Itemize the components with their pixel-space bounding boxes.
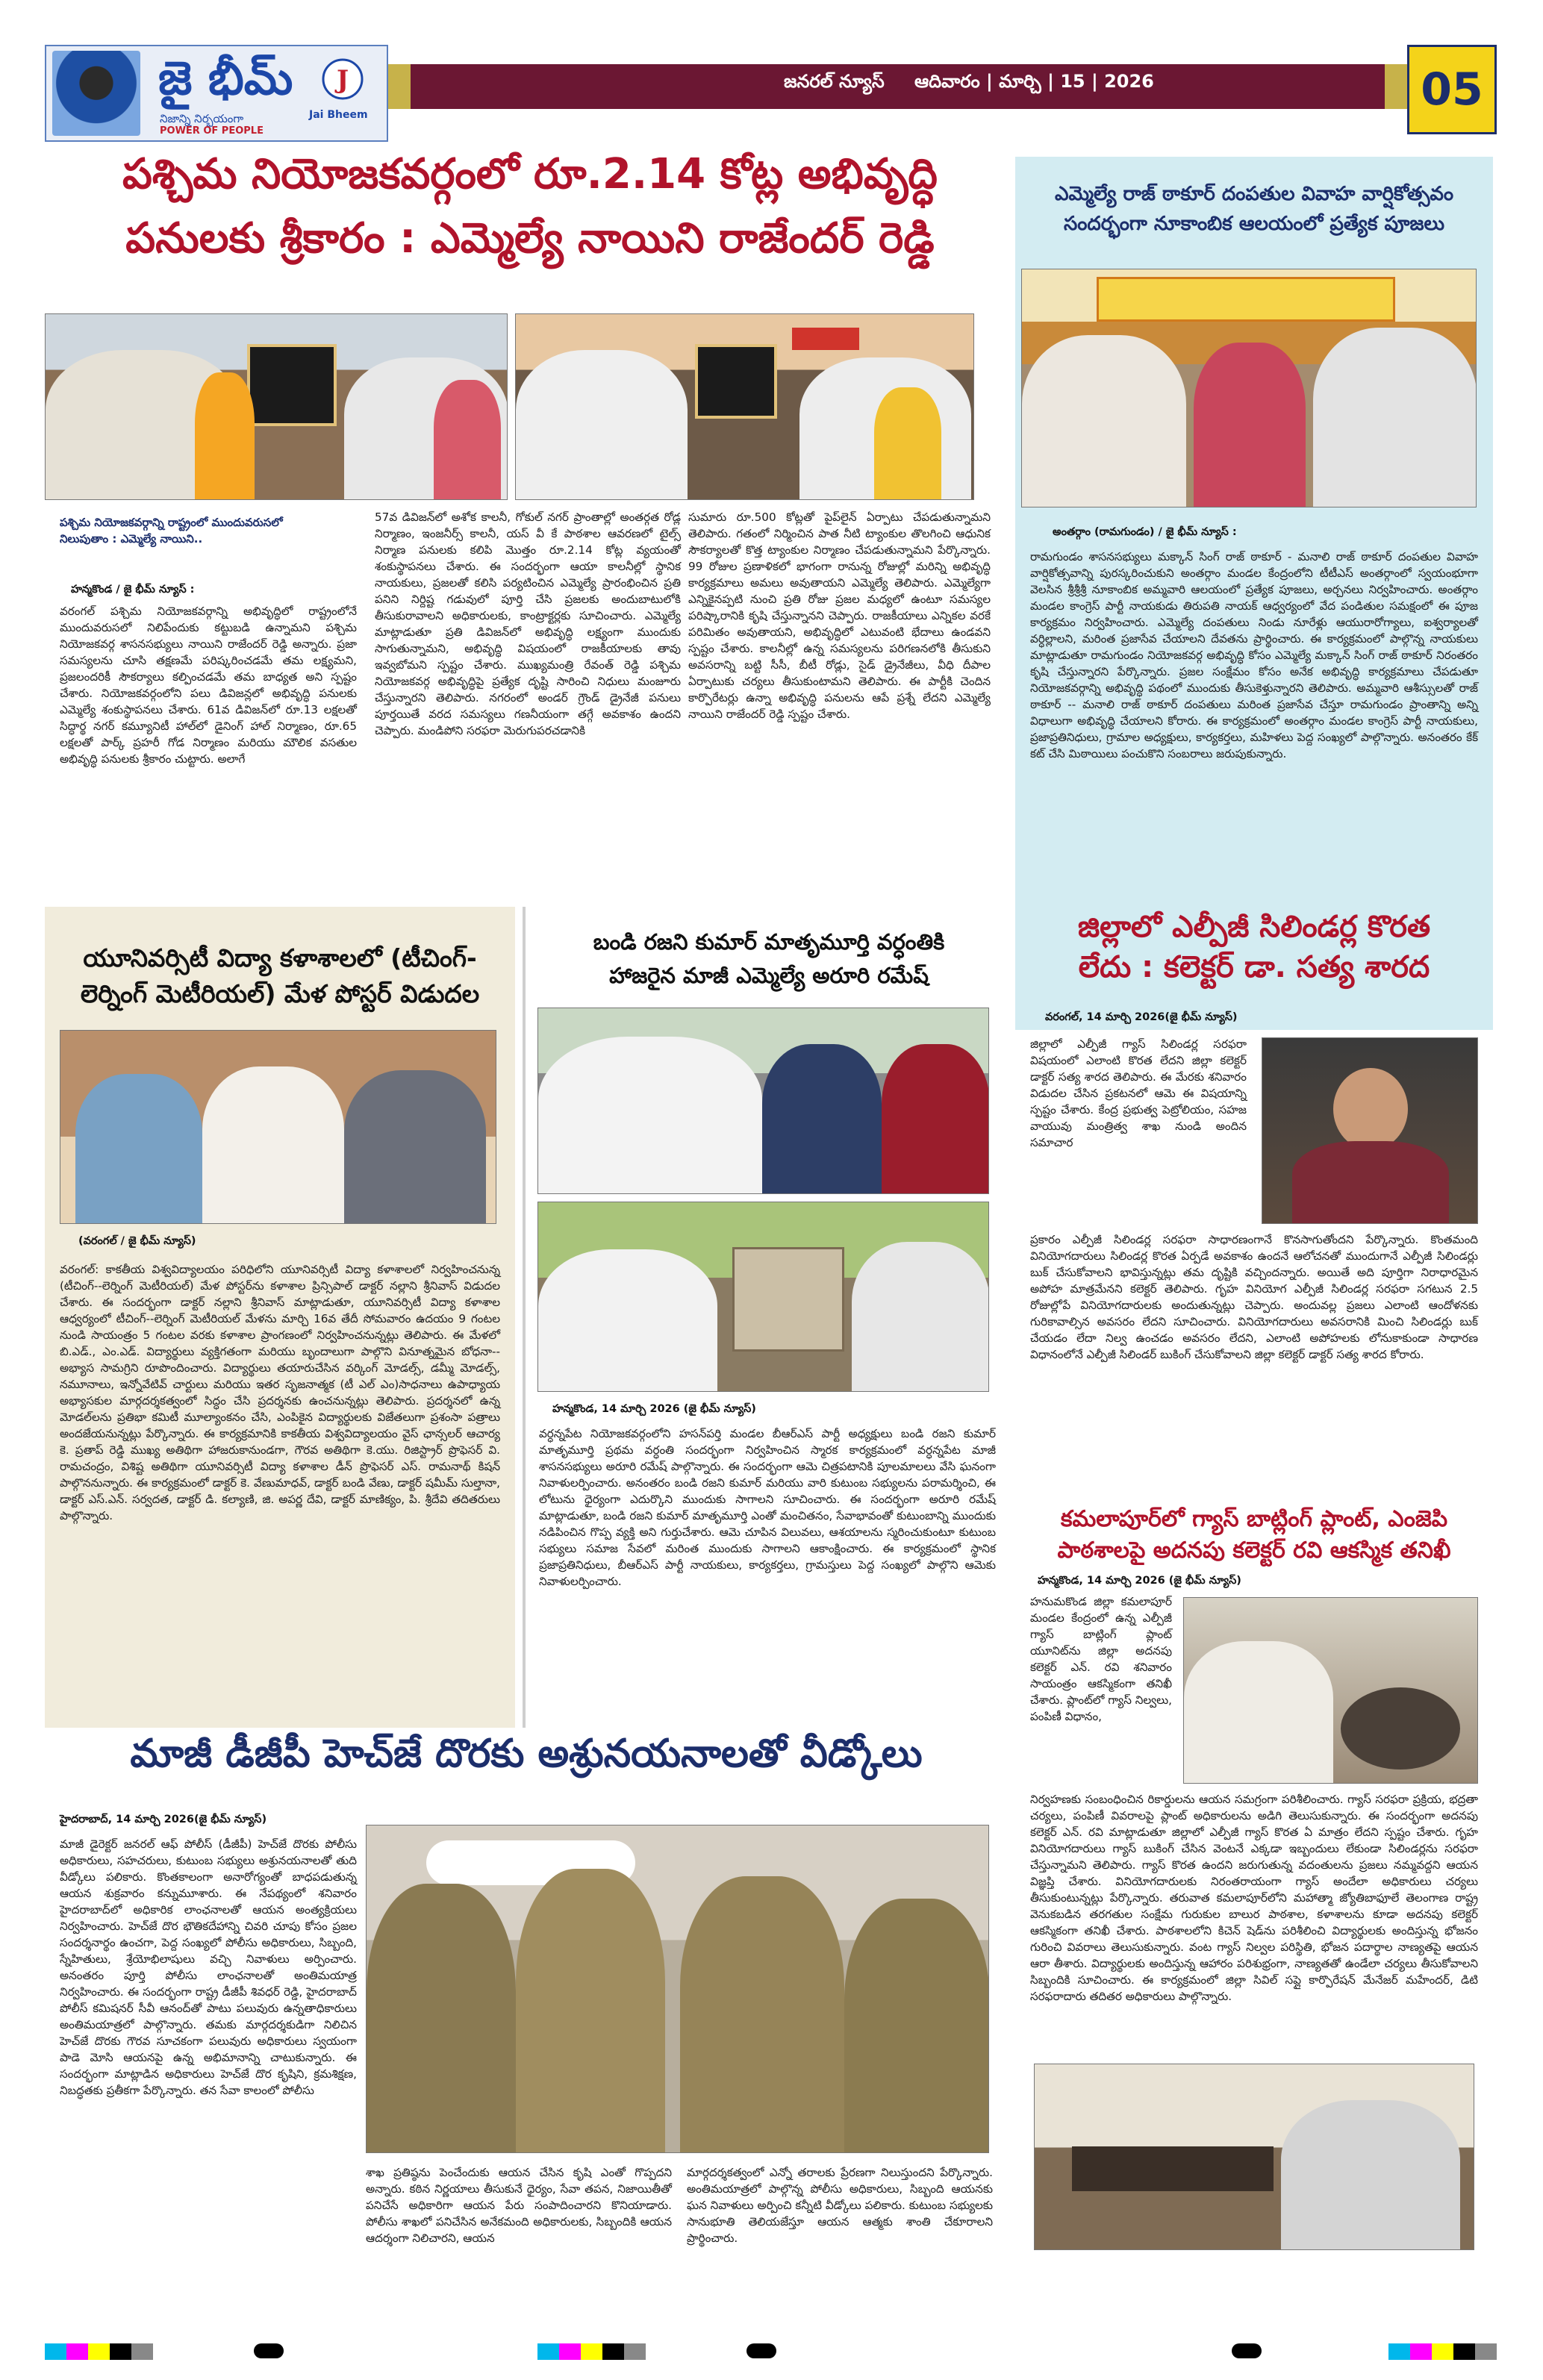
lpg-dateline: వరంగల్, 14 మార్చి 2026(జై భీమ్ న్యూస్) <box>1045 1011 1238 1023</box>
section-label: జనరల్ న్యూస్ <box>784 71 885 92</box>
university-body: వరంగల్: కాకతీయ విశ్వవిద్యాలయం పరిధిలోని యూనివర్సిటీ విద్యా కళాశాలలో నిర్వహించనున్న (టీచింగ్--లెర్నింగ్ మెటీరియల్) మేళ పోస్టర్‌ను కళాశాల ప్రిన్సిపాల్ డాక్టర్ నల్లాని శ్రీనివాస్ విడుదల చేశారు. ఈ సందర్భంగా డాక్టర్ నల్లాని శ్రీనివాస్ మాట్లాడుతూ, యూనివర్సిటీ విద్యా కళాశాల ఆధ్వర్యంలో టీచింగ్--లెర్నింగ్ మెటీరియల్ మేళను మార్చి 16వ తేదీ సోమవారం ఉదయం 9 గంటల నుండి సాయంత్రం 5 గంటల వరకు కళాశాల ప్రాంగణంలో నిర్వహించనున్నట్లు తెలిపారు. ఈ మేళలో బి.ఎడ్., ఎం.ఎడ్. విద్యార్థులు వ్యక్తిగతంగా మరియు బృందాలుగా పాల్గొని వినూత్నమైన బోధనా--అభ్యాస సామగ్రిని రూపొందించారు. విద్యార్థులు తయారుచేసిన వర్కింగ్ మోడల్స్, డమ్మీ మోడల్స్, నమూనాలు, ఇన్నోవేటివ్ చార్టులు మరియు ఇతర సృజనాత్మక (టీ ఎల్ ఎం)సాధనాలు ఉపాధ్యాయ అభ్యాసకుల మార్గదర్శకత్వంలో సిద్ధం చేసి ప్రదర్శనకు ఉంచనున్నట్లు తెలిపారు. ప్రదర్శనలో ఉన్న మోడల్‌లను ప్రతిభా కమిటీ మూల్యాంకనం చేసి, ఎంపికైన విద్యార్థులకు విజేతలుగా ప్రశంసా పత్రాలు అందజేయనున్నట్లు పేర్కొన్నారు. ఈ కార్యక్రమానికి కాకతీయ విశ్వవిద్యాలయం వైస్ ఛాన్సలర్ ఆచార్య కె. ప్రతాప్ రెడ్డి ముఖ్య అతిథిగా హాజరుకానుండగా, గౌరవ అతిథిగా కె.యు. రిజిస్ట్రార్ ప్రొఫెసర్ వి. రామచంద్రం, విశిష్ట అతిథిగా యూనివర్సిటీ విద్యా కళాశాల డీన్ ప్రొఫెసర్ ఎస్. రామనాథ్ కిషన్ పాల్గొననున్నారు. ఈ కార్యక్రమంలో డాక్టర్ కె. వేణుమాధవ్, డాక్టర్ బండి వేణు, డాక్టర్ షమీమ్ సుల్తానా, డాక్టర్ ఎస్.ఎన్. సర్వదత, డాక్టర్ డి. కల్యాణి, జి. అపర్ణ దేవి, డాక్టర్ మాణిక్యం, పి. శ్రీదేవి తదితరులు పాల్గొన్నారు. <box>60 1263 500 1523</box>
cooking-vessel <box>1341 1687 1460 1770</box>
dgp-headline: మాజీ డీజీపీ హెచ్‌జే దొరకు అశ్రునయనాలతో వీడ్కోలు <box>130 1731 923 1776</box>
temple-banner <box>1097 277 1395 322</box>
lead-headline <box>60 149 1000 265</box>
lead-headline-line2: పనులకు శ్రీకారం : ఎమ్మెల్యే నాయిని రాజేందర్ రెడ్డి <box>125 214 935 263</box>
bandi-body: వర్ధన్నపేట నియోజకవర్గంలోని హసన్‌పర్తి మండల బీఆర్ఎస్ పార్టీ అధ్యక్షులు బండి రజని కుమార్ మాతృమూర్తి ప్రథమ వర్ధంతి సందర్భంగా నిర్వహించిన స్మారక కార్యక్రమంలో వర్ధన్నపేట మాజీ శాసనసభ్యులు అరూరి రమేష్ పాల్గొన్నారు. ఈ సందర్భంగా ఆమె చిత్రపటానికి పూలమాలలు వేసి ఘనంగా నివాళులర్పించారు. అనంతరం బండి రజని కుమార్ మరియు వారి కుటుంబ సభ్యులను పరామర్శించి, ఈ లోటును ధైర్యంగా ఎదుర్కొని ముందుకు సాగాలని సూచించారు. ఈ సందర్భంగా అరూరి రమేష్ మాట్లాడుతూ, బండి రజని కుమార్ మాతృమూర్తి ఎంతో మంచితనం, సేవాభావంతో కుటుంబాన్ని ముందుకు నడిపించిన గొప్ప వ్యక్తి అని గుర్తుచేశారు. ఆమె చూపిన విలువలు, ఆశయాలను స్మరించుకుంటూ కుటుంబ సభ్యులు సమాజ సేవలో మరింత ముందుకు సాగాలని ఆకాంక్షించారు. ఈ కార్యక్రమంలో స్థానిక ప్రజాప్రతినిధులు, బీఆర్ఎస్ పార్టీ నాయకులు, కార్యకర్తలు, గ్రామస్తులు పెద్ద సంఖ్యలో పాల్గొని ఆమెకు నివాళులర్పించారు. <box>539 1427 996 1589</box>
memorial-stone <box>732 1247 844 1352</box>
lpg-headline <box>1019 907 1489 987</box>
lead-photo-caption <box>60 515 358 548</box>
lead-headline-line1: పశ్చిమ నియోజకవర్గంలో రూ.2.14 కోట్ల అభివృద్ధి <box>122 150 938 199</box>
temple-photo <box>1021 269 1477 507</box>
band-stripe-left <box>388 64 411 109</box>
lead-dateline: హన్మకొండ / జై భీమ్ న్యూస్ : <box>71 584 195 596</box>
lead-body-col3: సుమారు రూ.500 కోట్లతో పైప్‌లైన్ ఏర్పాటు చేపడుతున్నామని తెలిపారు. గతంలో నిర్మించిన పాత నీటి ట్యాంకుల తొలగించి ఆధునిక సౌకర్యాలతో కొత్త ట్యాంకుల నిర్మాణం చేపడుతున్నామని పేర్కొన్నారు. 99 రోజుల ప్రణాళికలో భాగంగా రానున్న రోజుల్లో మరిన్ని అభివృద్ధి కార్యక్రమాలు అమలు అవుతాయని ఎమ్మెల్యే తెలిపారు. ఎమ్మెల్యేగా ఎన్నికైనప్పటి నుంచి ప్రతి రోజు ప్రజల మధ్యలో ఉంటూ సమస్యల పరిష్కారానికి కృషి చేస్తున్నానని చెప్పారు. రాజకీయాలు ఎన్నికల వరకే పరిమితం అవుతాయని, అభివృద్ధిలో ఎటువంటి భేదాలు ఉండవని స్పష్టం చేశారు. కాలనీల్లో ఉన్న సమస్యలను పరిగణనలోకి తీసుకుని అవసరాన్ని బట్టి సీసీ, బీటీ రోడ్లు, సైడ్ డ్రైనేజీలు, వీధి దీపాల ఏర్పాటుకు చర్యలు తీసుకుంటామని తెలిపారు. ఈ పార్టీకి చెందిన కార్పొరేటర్లు ఉన్నా అభివృద్ధి పనులను ఆపే ప్రశ్నే లేదని ఎమ్మెల్యే నాయిని రాజేందర్ రెడ్డి స్పష్టం చేశారు. <box>688 510 991 722</box>
brand-title: జై భీమ్ <box>158 51 293 105</box>
bandi-photo-1 <box>537 1008 989 1194</box>
lpg-body-wide: ప్రకారం ఎల్పీజీ సిలిండర్ల సరఫరా సాధారణంగానే కొనసాగుతోందని పేర్కొన్నారు. కొంతమంది వినియోగదారులు సిలిండర్ల కొరత ఏర్పడే అవకాశం ఉందనే ఆలోచనతో ముందుగానే ఎల్పీజీ సిలిండర్లు బుక్ చేసుకోవాలని భావిస్తున్నట్లు తమ దృష్టికి వచ్చిందన్నారు. అయితే అది పూర్తిగా నిరాధారమైన అపోహ మాత్రమేనని కలెక్టర్ తెలిపారు. గృహ వినియోగ ఎల్పీజీ సిలిండర్ల సరఫరా సగటున 2.5 రోజుల్లోపే వినియోగదారులకు అందుతున్నట్లు చెప్పారు. అందువల్ల ప్రజలు ఎలాంటి ఆందోళనకు గురికావాల్సిన అవసరం లేదని సూచించారు. వినియోగదారులు అవసరానికి మించి సిలిండర్లు బుక్ చేయడం లేదా నిల్వ ఉంచడం అవసరం లేదని, ఎలాంటి అపోహలకు లోనుకాకుండా సాధారణ విధానంలోనే ఎల్పీజీ సిలిండర్ బుకింగ్ చేసుకోవాలని జిల్లా కలెక్టర్ డాక్టర్ సత్య శారద కోరారు. <box>1030 1233 1478 1362</box>
bandi-headline <box>530 925 1008 993</box>
lpg-headline-line2: లేదు : కలెక్టర్ డా. సత్య శారద <box>1078 950 1430 984</box>
jai-bheem-logo-icon <box>309 55 376 133</box>
brand-tagline: నిజాన్ని నిర్భయంగా <box>160 112 244 125</box>
gas-plant-dateline: హన్మకొండ, 14 మార్చి 2026 (జై భీమ్ న్యూస్) <box>1038 1575 1241 1587</box>
dgp-funeral-photo <box>366 1825 989 2153</box>
masthead <box>45 45 388 142</box>
lead-caption-line2: నిలుపుతాం : ఎమ్మెల్యే నాయిని.. <box>60 531 203 546</box>
color-registration-bar <box>537 2343 646 2360</box>
bandi-headline-line1: బండి రజని కుమార్ మాతృమూర్తి వర్ధంతికి <box>593 929 945 955</box>
school-inspection-photo <box>1034 2064 1474 2250</box>
color-registration-bar <box>1388 2343 1497 2360</box>
gas-plant-body-wide: నిర్వహణకు సంబంధించిన రికార్డులను ఆయన సమగ్రంగా పరిశీలించారు. గ్యాస్ సరఫరా ప్రక్రియ, భద్రతా చర్యలు, పంపిణీ వివరాలపై ప్లాంట్ అధికారులను అడిగి తెలుసుకున్నారు. ఈ సందర్భంగా అదనపు కలెక్టర్ ఎన్. రవి మాట్లాడుతూ జిల్లాలో ఎల్పీజీ గ్యాస్ కొరత ఏ మాత్రం లేదని స్పష్టం చేశారు. గృహ వినియోగదారులు గ్యాస్ బుకింగ్ చేసిన వెంటనే ఎక్కడా ఇబ్బందులు లేకుండా సిలిండర్లను సరఫరా చేస్తున్నామని తెలిపారు. గ్యాస్ కొరత ఉందని జరుగుతున్న వదంతులను ప్రజలు నమ్మవద్దని ఆయన విజ్ఞప్తి చేశారు. వినియోగదారులకు నిరంతరాయంగా గ్యాస్ అందేలా అధికారులు చర్యలు తీసుకుంటున్నట్లు పేర్కొన్నారు. తరువాత కమలాపూర్‌లోని మహాత్మా జ్యోతిబాఫూలే తెలంగాణ రాష్ట్ర వెనుకబడిన తరగతుల సంక్షేమ గురుకుల బాలుర పాఠశాల, కళాశాలను కూడా అదనపు కలెక్టర్ ఆకస్మికంగా తనిఖీ చేశారు. పాఠశాలలోని కిచెన్ షెడ్‌ను పరిశీలించి విద్యార్థులకు అందిస్తున్న భోజనం గురించి వివరాలు తెలుసుకున్నారు. వంట గ్యాస్ నిల్వల పరిస్థితి, భోజన పదార్థాల నాణ్యతపై ఆయన ఆరా తీశారు. విద్యార్థులకు అందిస్తున్న ఆహారం పరిశుభ్రంగా, నాణ్యతతో ఉండేలా చర్యలు తీసుకోవాలని సిబ్బందికి సూచించారు. ఈ కార్యక్రమంలో జిల్లా సివిల్ సప్లై కార్పొరేషన్ మేనేజర్ మహేందర్, డిటి సరఫరాదారు తదితర అధికారులు పాల్గొన్నారు. <box>1030 1793 1478 2004</box>
band-stripe-right <box>1385 64 1407 109</box>
registration-pill <box>746 2343 776 2358</box>
logo-caption: Jai Bheem <box>309 109 368 121</box>
temple-body: రామగుండం శాసనసభ్యులు మక్కాన్ సింగ్ రాజ్ ఠాకూర్ - మనాలి రాజ్ ఠాకూర్ దంపతుల వివాహ వార్షికోత్సవాన్ని పురస్కరించుకుని అంతర్గాం మండల కేంద్రంలోని టీటీఎస్ అంతర్గాంలో స్వయంభూగా వెలసిన శ్రీశ్రీశ్రీ నూకాంబిక అమ్మవారి ఆలయంలో ప్రత్యేక పూజలు, అర్చనలు నిర్వహించారు. అంతర్గాం మండల కాంగ్రెస్ పార్టీ నాయకుడు తిరుపతి నాయక్ ఆధ్వర్యంలో వేద పండితుల సమక్షంలో ఈ పూజ కార్యక్రమం నిర్వహించారు. ఎమ్మెల్యే దంపతులు నిండు నూరేళ్లు ఆయురారోగ్యాలు, ఐశ్వర్యాలతో వర్ధిల్లాలని, మరింత ప్రజాసేవ చేయాలని దేవతను ప్రార్థించారు. ఈ కార్యక్రమంలో పాల్గొన్న నాయకులు మాట్లాడుతూ రామగుండం నియోజకవర్గ అభివృద్ధి కోసం ఎమ్మెల్యే మక్కాన్ సింగ్ రాజ్ ఠాకూర్ నిరంతరం కృషి చేస్తున్నారని పేర్కొన్నారు. ప్రజల సంక్షేమం కోసం అనేక అభివృద్ధి కార్యక్రమాలు చేపడుతూ నియోజకవర్గాన్ని అభివృద్ధి పథంలో ముందుకు తీసుకెళ్తున్నారని తెలిపారు. అమ్మవారి ఆశీస్సులతో రాజ్ ఠాకూర్ -- మనాలి రాజ్ ఠాకూర్ దంపతులు మరింత ప్రజాసేవ చేస్తూ రామగుండం ప్రాంతాన్ని అన్ని విధాలుగా అభివృద్ధి చేయాలని కోరారు. ఈ కార్యక్రమంలో అంతర్గాం మండల కాంగ్రెస్ పార్టీ నాయకులు, ప్రజాప్రతినిధులు, గ్రామాల అధ్యక్షులు, కార్యకర్తలు, మహిళలు పెద్ద సంఖ్యలో పాల్గొన్నారు. అనంతరం కేక్ కట్ చేసి మిఠాయిలు పంచుకొని సంబరాలు జరుపుకున్నారు. <box>1030 550 1478 761</box>
university-headline-line2: లెర్నింగ్ మెటీరియల్) మేళ పోస్టర్ విడుదల <box>80 978 480 1008</box>
collector-portrait <box>1262 1037 1478 1224</box>
gas-plant-headline <box>1019 1504 1489 1567</box>
temple-dateline: అంతర్గాం (రామగుండం) / జై భీమ్ న్యూస్ : <box>1053 526 1237 538</box>
gas-plant-body-narrow: హనుమకొండ జిల్లా కమలాపూర్ మండల కేంద్రంలో ఉన్న ఎల్పీజీ గ్యాస్ బాట్లింగ్ ప్లాంట్ యూనిట్‌ను జిల్లా అదనపు కలెక్టర్ ఎన్. రవి శనివారం సాయంత్రం ఆకస్మికంగా తనిఖీ చేశారు. ప్లాంట్‌లో గ్యాస్ నిల్వలు, పంపిణీ విధానం, <box>1030 1595 1172 1724</box>
section-band <box>388 64 1396 109</box>
bandi-photo-2 <box>537 1202 989 1392</box>
university-dateline: (వరంగల్ / జై భీమ్ న్యూస్) <box>78 1235 196 1247</box>
column-divider <box>523 907 526 1728</box>
lead-body-col1: వరంగల్ పశ్చిమ నియోజకవర్గాన్ని అభివృద్ధిలో రాష్ట్రంలోనే ముందువరుసలో నిలిపేందుకు కట్టుబడి ఉన్నామని పశ్చిమ నియోజకవర్గ శాసనసభ్యులు నాయిని రాజేందర్ రెడ్డి అన్నారు. ప్రజా సమస్యలను చూసి తక్షణమే పరిష్కరించడమే తమ లక్ష్యమని, ప్రజలందరికీ సౌకర్యాలు కల్పించడమే తమ బాధ్యత అని స్పష్టం చేశారు. నియోజకవర్గంలోని పలు డివిజన్లలో అభివృద్ధి పనులకు ఎమ్మెల్యే శంకుస్థాపనలు చేశారు. 61వ డివిజన్‌లో రూ.13 లక్షలతో సిద్ధార్థ నగర్ కమ్యూనిటీ హాల్‌లో డైనింగ్ హాల్ నిర్మాణం, రూ.65 లక్షలతో పార్క్ ప్రహరీ గోడ నిర్మాణం మరియు మౌలిక వసతుల అభివృద్ధి పనులకు శ్రీకారం చుట్టారు. అలాగే <box>60 605 357 766</box>
gas-plant-headline-line1: కమలాపూర్‌లో గ్యాస్ బాట్లింగ్ ప్లాంట్, ఎంజెపి <box>1060 1506 1448 1532</box>
gas-plant-headline-line2: పాఠశాలపై అదనపు కలెక్టర్ రవి ఆకస్మిక తనిఖీ <box>1057 1537 1451 1564</box>
registration-pill <box>254 2343 284 2358</box>
lead-caption-line1: పశ్చిమ నియోజకవర్గాన్ని రాష్ట్రంలో ముందువరుసలో <box>60 516 283 529</box>
dgp-dateline: హైదరాబాద్, 14 మార్చి 2026(జై భీమ్ న్యూస్) <box>60 1814 267 1825</box>
dgp-body-col2: శాఖ ప్రతిష్ఠను పెంచేందుకు ఆయన చేసిన కృషి ఎంతో గొప్పదని అన్నారు. కఠిన నిర్ణయాలు తీసుకునే ధైర్యం, సేవా తపన, నిజాయితీతో పనిచేసే అధికారిగా ఆయన పేరు సంపాదించారని కొనియాడారు. పోలీసు శాఖలో పనిచేసిన అనేకమంది అధికారులకు, సిబ్బందికి ఆయన ఆదర్శంగా నిలిచారని, ఆయన <box>366 2166 672 2246</box>
foundation-plaque <box>247 344 337 426</box>
registration-pill <box>1232 2343 1262 2358</box>
dgp-body-col3: మార్గదర్శకత్వంలో ఎన్నో తరాలకు ప్రేరణగా నిలుస్తుందని పేర్కొన్నారు. అంతిమయాత్రలో పాల్గొన్న పోలీసు అధికారులు, సిబ్బంది ఆయనకు ఘన నివాళులు అర్పించి కన్నీటి వీడ్కోలు పలికారు. కుటుంబ సభ్యులకు సానుభూతి తెలియజేస్తూ ఆయన ఆత్మకు శాంతి చేకూరాలని ప్రార్థించారు. <box>687 2166 993 2246</box>
brand-power-tagline: POWER OF PEOPLE <box>160 125 264 137</box>
university-headline <box>56 940 504 1012</box>
lead-photo-1 <box>45 313 508 500</box>
bandi-headline-line2: హాజరైన మాజీ ఎమ్మెల్యే అరూరి రమేష్ <box>609 962 929 988</box>
temple-headline-line2: సందర్భంగా నూకాంబిక ఆలయంలో ప్రత్యేక పూజలు <box>1063 213 1444 236</box>
ambedkar-portrait <box>52 51 140 136</box>
lead-body-col2: 57వ డివిజన్‌లో అశోక కాలనీ, గోకుల్ నగర్ ప్రాంతాల్లో అంతర్గత రోడ్ల నిర్మాణం, ఇంజనీర్స్ కాలనీ, యస్ వీ కే పాఠశాల ఆవరణలో టైల్స్ నిర్మాణ పనులకు కలిపి మొత్తం రూ.2.14 కోట్ల వ్యయంతో శంకుస్థాపనలు చేశారు. ఈ సందర్భంగా ఆయా కాలనీల్లో స్థానిక నాయకులు, ప్రజలతో కలిసి పర్యటించిన ఎమ్మెల్యే ప్రారంభించిన ప్రతి పనిని నిర్దిష్ట గడువులో పూర్తి చేసి ప్రజలకు అందుబాటులోకి తీసుకురావాలని అధికారులకు, కాంట్రాక్టర్లకు సూచించారు. ఎమ్మెల్యే మాట్లాడుతూ ప్రతి డివిజన్‌లో అభివృద్ధి లక్ష్యంగా ముందుకు సాగుతున్నామని, అభివృద్ధి విషయంలో రాజకీయాలకు తావు ఇవ్వబోమని స్పష్టం చేశారు. ముఖ్యమంత్రి రేవంత్ రెడ్డి పశ్చిమ నియోజకవర్గ అభివృద్ధిపై ప్రత్యేక దృష్టి సారించి నిధులు మంజూరు చేస్తున్నారని తెలిపారు. నగరంలో అండర్ గ్రౌండ్ డ్రైనేజీ పనులు పూర్తయితే వరద సమస్యలు గణనీయంగా తగ్గే అవకాశం ఉందని చెప్పారు. మండిపోని సరఫరా మెరుగుపరచడానికి <box>375 510 681 738</box>
lead-photo-2 <box>515 313 974 500</box>
color-registration-bar <box>45 2343 153 2360</box>
university-headline-line1: యూనివర్సిటీ విద్యా కళాశాలలో (టీచింగ్- <box>83 943 477 972</box>
table <box>1072 2146 1274 2191</box>
issue-date: ఆదివారం | మార్చి | 15 | 2026 <box>914 71 1154 92</box>
page-number-badge: 05 <box>1407 45 1497 134</box>
temple-headline <box>1030 179 1478 240</box>
lpg-body-narrow: జిల్లాలో ఎల్పీజీ గ్యాస్ సిలిండర్ల సరఫరా విషయంలో ఎలాంటి కొరత లేదని జిల్లా కలెక్టర్ డాక్టర్ సత్య శారద తెలిపారు. ఈ మేరకు శనివారం విడుదల చేసిన ప్రకటనలో ఆమె ఈ విషయాన్ని స్పష్టం చేశారు. కేంద్ర ప్రభుత్వ పెట్రోలియం, సహజ వాయువు మంత్రిత్వ శాఖ నుండి అందిన సమాచార <box>1030 1037 1247 1150</box>
bandi-dateline: హన్మకొండ, 14 మార్చి 2026 (జై భీమ్ న్యూస్) <box>552 1403 756 1415</box>
svg-text:J: J <box>336 65 349 95</box>
signboard <box>792 328 859 350</box>
gas-plant-photo <box>1183 1597 1478 1784</box>
dgp-body-col1: మాజీ డైరెక్టర్ జనరల్ ఆఫ్ పోలీస్ (డీజీపీ) హెచ్‌జే దొరకు పోలీసు అధికారులు, సహచరులు, కుటుంబ సభ్యులు అశ్రునయనాలతో తుది వీడ్కోలు పలికారు. కొంతకాలంగా అనారోగ్యంతో బాధపడుతున్న ఆయన శుక్రవారం కన్నుమూశారు. ఈ నేపథ్యంలో శనివారం హైదరాబాద్‌లో అధికారిక లాంఛనాలతో ఆయన అంత్యక్రియలు నిర్వహించారు. హెచ్‌జే దొర భౌతికదేహాన్ని చివరి చూపు కోసం ప్రజల సందర్శనార్థం ఉంచగా, పెద్ద సంఖ్యలో పోలీసు అధికారులు, సిబ్బంది, స్నేహితులు, శ్రేయోభిలాషులు వచ్చి నివాళులు అర్పించారు. అనంతరం పూర్తి పోలీసు లాంఛనాలతో అంతిమయాత్ర నిర్వహించారు. ఈ సందర్భంగా రాష్ట్ర డీజీపీ శివధర్ రెడ్డి, హైదరాబాద్ పోలీస్ కమిషనర్ సీవీ ఆనంద్‌తో పాటు పలువురు ఉన్నతాధికారులు అంతిమయాత్రలో పాల్గొన్నారు. తమకు మార్గదర్శకుడిగా నిలిచిన హెచ్‌జే దొరకు గౌరవ సూచకంగా పలువురు అధికారులు స్వయంగా పాడె మోసి ఆయనపై ఉన్న అభిమానాన్ని చాటుకున్నారు. ఈ సందర్భంగా మాట్లాడిన అధికారులు హెచ్‌జే దొర కృషిని, క్రమశిక్షణ, నిబద్ధతకు ప్రతీకగా పేర్కొన్నారు. తన సేవా కాలంలో పోలీసు <box>60 1837 357 2098</box>
foundation-plaque <box>695 344 777 419</box>
university-photo <box>60 1030 496 1224</box>
lpg-headline-line1: జిల్లాలో ఎల్పీజీ సిలిండర్ల కొరత <box>1077 910 1431 944</box>
temple-headline-line1: ఎమ్మెల్యే రాజ్ ఠాకూర్ దంపతుల వివాహ వార్షికోత్సవం <box>1054 183 1454 205</box>
